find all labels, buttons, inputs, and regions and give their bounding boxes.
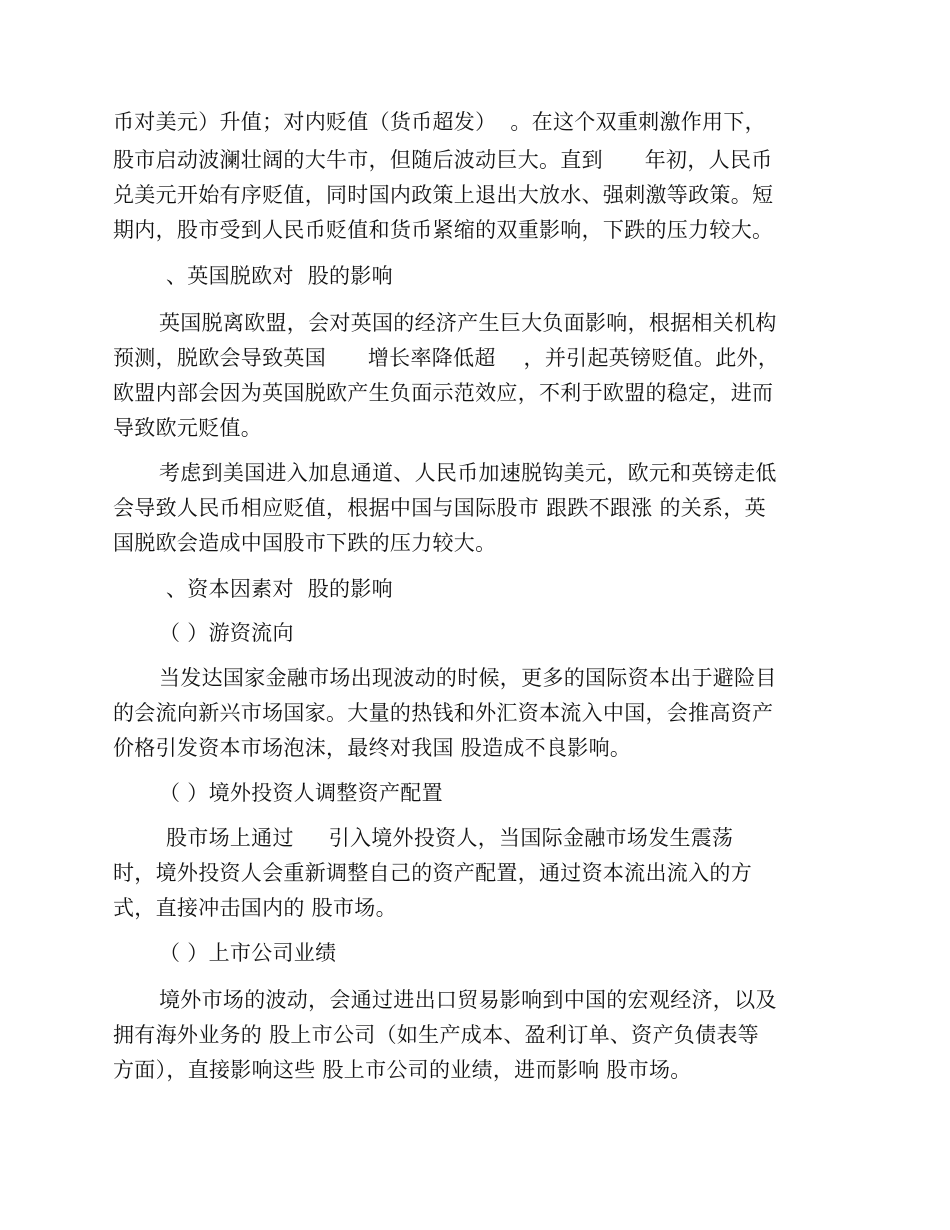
paragraph-line: 英国脱离欧盟，会对英国的经济产生巨大负面影响，根据相关机构 [159, 311, 777, 335]
paragraph-line: 股市启动波澜壮阔的大牛市，但随后波动巨大。直到 年初，人民币 [113, 148, 773, 172]
paragraph-line: 国脱欧会造成中国股市下跌的压力较大。 [113, 531, 497, 555]
section-heading: 、英国脱欧对 股的影响 [159, 264, 393, 288]
paragraph-line: 会导致人民币相应贬值，根据中国与国际股市 跟跌不跟涨 的关系，英 [113, 496, 766, 520]
paragraph-line: 的会流向新兴市场国家。大量的热钱和外汇资本流入中国，会推高资产 [113, 701, 774, 725]
paragraph-line: 期内，股市受到人民币贬值和货币紧缩的双重影响，下跌的压力较大。 [113, 218, 774, 242]
paragraph-line: 欧盟内部会因为英国脱欧产生负面示范效应，不利于欧盟的稳定，进而 [113, 381, 774, 405]
paragraph-line: 式，直接冲击国内的 股市场。 [113, 896, 397, 920]
paragraph-line: 股市场上通过 引入境外投资人，当国际金融市场发生震荡 [159, 826, 734, 850]
paragraph-line: 兑美元开始有序贬值，同时国内政策上退出大放水、强刺激等政策。短 [113, 183, 774, 207]
paragraph-line: 当发达国家金融市场出现波动的时候，更多的国际资本出于避险目 [159, 666, 777, 690]
paragraph-line: 导致欧元贬值。 [113, 416, 263, 440]
subsection-heading: （ ）游资流向 [159, 621, 294, 645]
paragraph-line: 币对美元）升值；对内贬值（货币超发） 。在这个双重刺激作用下， [113, 110, 766, 134]
paragraph-line: 方面），直接影响这些 股上市公司的业绩，进而影响 股市场。 [113, 1058, 692, 1082]
paragraph-line: 境外市场的波动，会通过进出口贸易影响到中国的宏观经济，以及 [159, 988, 777, 1012]
paragraph-line: 时，境外投资人会重新调整自己的资产配置，通过资本流出流入的方 [113, 861, 752, 885]
subsection-heading: （ ）上市公司业绩 [159, 941, 337, 965]
paragraph-line: 预测，脱欧会导致英国 增长率降低超 ，并引起英镑贬值。此外， [113, 346, 780, 370]
paragraph-line: 价格引发资本市场泡沫，最终对我国 股造成不良影响。 [113, 736, 632, 760]
section-heading: 、资本因素对 股的影响 [159, 577, 393, 601]
paragraph-line: 拥有海外业务的 股上市公司（如生产成本、盈利订单、资产负债表等 [113, 1023, 759, 1047]
subsection-heading: （ ）境外投资人调整资产配置 [159, 781, 443, 805]
paragraph-line: 考虑到美国进入加息通道、人民币加速脱钩美元，欧元和英镑走低 [159, 461, 777, 485]
